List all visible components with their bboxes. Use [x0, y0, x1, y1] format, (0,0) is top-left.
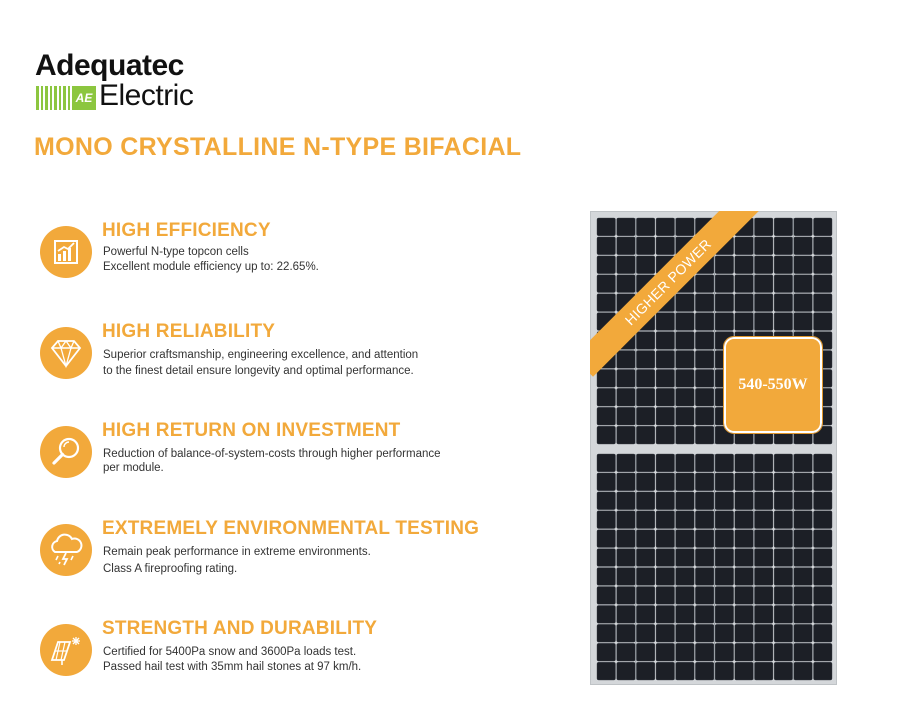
ribbon-container: [590, 211, 837, 685]
feature-text: Reduction of balance-of-system-costs through higher performance: [103, 448, 441, 460]
feature-title: HIGH EFFICIENCY: [102, 220, 271, 241]
feature-text: per module.: [103, 462, 164, 474]
feature-high-return: [40, 420, 540, 490]
feature-text: Superior craftsmanship, engineering excellence, and attention: [103, 349, 419, 361]
brand-logo: [35, 48, 210, 114]
feature-high-efficiency: [40, 220, 540, 290]
panel-snow-icon: [40, 624, 92, 676]
bar-chart-icon: [40, 226, 92, 278]
feature-title: EXTREMELY ENVIRONMENTAL TESTING: [102, 518, 480, 539]
wattage-badge: 540-550W: [724, 337, 822, 433]
feature-text: Class A fireproofing rating.: [103, 563, 238, 575]
feature-title: STRENGTH AND DURABILITY: [102, 618, 378, 639]
diamond-icon: [40, 327, 92, 379]
feature-text: Remain peak performance in extreme environments.: [103, 546, 371, 558]
brand-name-line2: Electric: [99, 79, 194, 112]
feature-environmental-testing: [40, 518, 540, 588]
feature-high-reliability: [40, 321, 540, 391]
magnifier-icon: [40, 426, 92, 478]
feature-text: Powerful N-type topcon cells: [103, 246, 249, 258]
brand-name-line1: Adequatec: [35, 49, 184, 82]
feature-title: HIGH RETURN ON INVESTMENT: [102, 420, 401, 441]
feature-text: Certified for 5400Pa snow and 3600Pa loads test.: [103, 646, 357, 658]
feature-strength-durability: [40, 618, 540, 688]
feature-title: HIGH RELIABILITY: [102, 321, 276, 342]
feature-text: to the finest detail ensure longevity and optimal performance.: [103, 365, 414, 377]
brand-bars-mark: [36, 86, 70, 110]
feature-text: Passed hail test with 35mm hail stones at 97 km/h.: [103, 661, 362, 673]
higher-power-ribbon: HIGHER POWER: [590, 211, 763, 377]
brand-ae-mark: AE: [72, 86, 96, 110]
page-title: MONO CRYSTALLINE N-TYPE BIFACIAL: [34, 133, 522, 161]
storm-cloud-icon: [40, 524, 92, 576]
feature-text: Excellent module efficiency up to: 22.65%.: [103, 261, 319, 273]
